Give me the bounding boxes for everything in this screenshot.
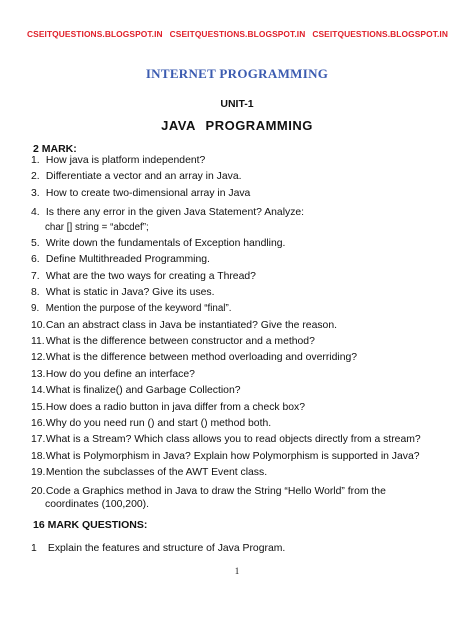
question-text: What is finalize() and Garbage Collection? xyxy=(45,385,241,396)
question-text: Mention the subclasses of the AWT Event class. xyxy=(45,467,268,478)
question-text: Write down the fundamentals of Exception handling. xyxy=(45,238,286,249)
question-8 xyxy=(31,286,445,299)
question-number: 15. xyxy=(31,402,46,413)
question-16 xyxy=(31,417,445,430)
document-title: INTERNET PROGRAMMING xyxy=(145,66,329,81)
question-number: 8. xyxy=(31,287,40,298)
question-number: 14. xyxy=(31,385,46,396)
question-19 xyxy=(31,466,445,479)
question-number: 19. xyxy=(31,467,46,478)
question-text: What is the difference between method overloading and overriding? xyxy=(45,352,358,363)
question-3 xyxy=(31,187,445,200)
question-number: 18. xyxy=(31,451,46,462)
question-number: 1. xyxy=(31,155,40,166)
question-text: What is the difference between constructor and a method? xyxy=(45,336,315,347)
question-number: 9. xyxy=(31,303,40,314)
header-link-left[interactable]: CSEITQUESTIONS.BLOGSPOT.IN xyxy=(27,29,163,39)
question-number: 2. xyxy=(31,171,40,182)
question-text: Mention the purpose of the keyword “final”. xyxy=(45,303,232,314)
question-code: char [] string = “abcdef”; xyxy=(45,222,149,233)
question-text: Differentiate a vector and an array in Java. xyxy=(45,171,242,182)
question-text: What is a Stream? Which class allows you to read objects directly from a stream? xyxy=(45,434,421,445)
question-text: Is there any error in the given Java Statement? Analyze: xyxy=(45,207,305,218)
question-text: What is static in Java? Give its uses. xyxy=(45,287,215,298)
question-7 xyxy=(31,270,445,283)
question-4 xyxy=(31,206,445,234)
question-6 xyxy=(31,253,445,266)
question-text: Explain the features and structure of Java Program. xyxy=(47,543,286,554)
question-10 xyxy=(31,319,445,332)
question-number: 17. xyxy=(31,434,46,445)
question-17 xyxy=(31,433,445,446)
question-number: 1 xyxy=(31,543,37,554)
question-text: Define Multithreaded Programming. xyxy=(45,254,210,265)
question-text: Can an abstract class in Java be instantiated? Give the reason. xyxy=(45,320,337,331)
question-number: 20. xyxy=(31,486,46,497)
question-5 xyxy=(31,237,445,250)
question-text: Code a Graphics method in Java to draw the String “Hello World” from the xyxy=(45,486,386,497)
question-18 xyxy=(31,450,445,463)
question-13 xyxy=(31,368,445,381)
section-2-mark: 2 MARK: xyxy=(33,143,77,155)
unit-heading: UNIT-1 xyxy=(220,98,254,110)
question-text: How java is platform independent? xyxy=(45,155,206,166)
section-16-mark: 16 MARK QUESTIONS: xyxy=(33,519,148,531)
question-1 xyxy=(31,154,445,167)
question-20 xyxy=(31,485,445,511)
question-text-continued: coordinates (100,200). xyxy=(45,499,149,510)
question-number: 13. xyxy=(31,369,46,380)
question-number: 3. xyxy=(31,188,40,199)
question-number: 7. xyxy=(31,271,40,282)
question-2 xyxy=(31,170,445,183)
question-text: How do you define an interface? xyxy=(45,369,195,380)
question-number: 10. xyxy=(31,320,46,331)
question-14 xyxy=(31,384,445,397)
question-number: 5. xyxy=(31,238,40,249)
long-question-1 xyxy=(31,542,445,555)
question-text: What is Polymorphism in Java? Explain how Polymorphism is supported in Java? xyxy=(45,451,420,462)
question-number: 6. xyxy=(31,254,40,265)
question-number: 4. xyxy=(31,207,40,218)
page-header xyxy=(0,29,474,39)
question-11 xyxy=(31,335,445,348)
question-number: 16. xyxy=(31,418,46,429)
question-text: Why do you need run () and start () method both. xyxy=(45,418,272,429)
page-number: 1 xyxy=(234,566,240,576)
subject-heading: JAVA PROGRAMMING xyxy=(161,118,313,133)
question-number: 12. xyxy=(31,352,46,363)
question-12 xyxy=(31,351,445,364)
question-text: What are the two ways for creating a Thread? xyxy=(45,271,256,282)
question-15 xyxy=(31,401,445,414)
question-number: 11. xyxy=(31,336,45,347)
question-text: How to create two-dimensional array in Java xyxy=(45,188,251,199)
question-9 xyxy=(31,302,445,315)
header-link-center[interactable]: CSEITQUESTIONS.BLOGSPOT.IN xyxy=(169,29,306,39)
header-link-right[interactable]: CSEITQUESTIONS.BLOGSPOT.IN xyxy=(312,29,448,39)
question-text: How does a radio button in java differ from a check box? xyxy=(45,402,306,413)
